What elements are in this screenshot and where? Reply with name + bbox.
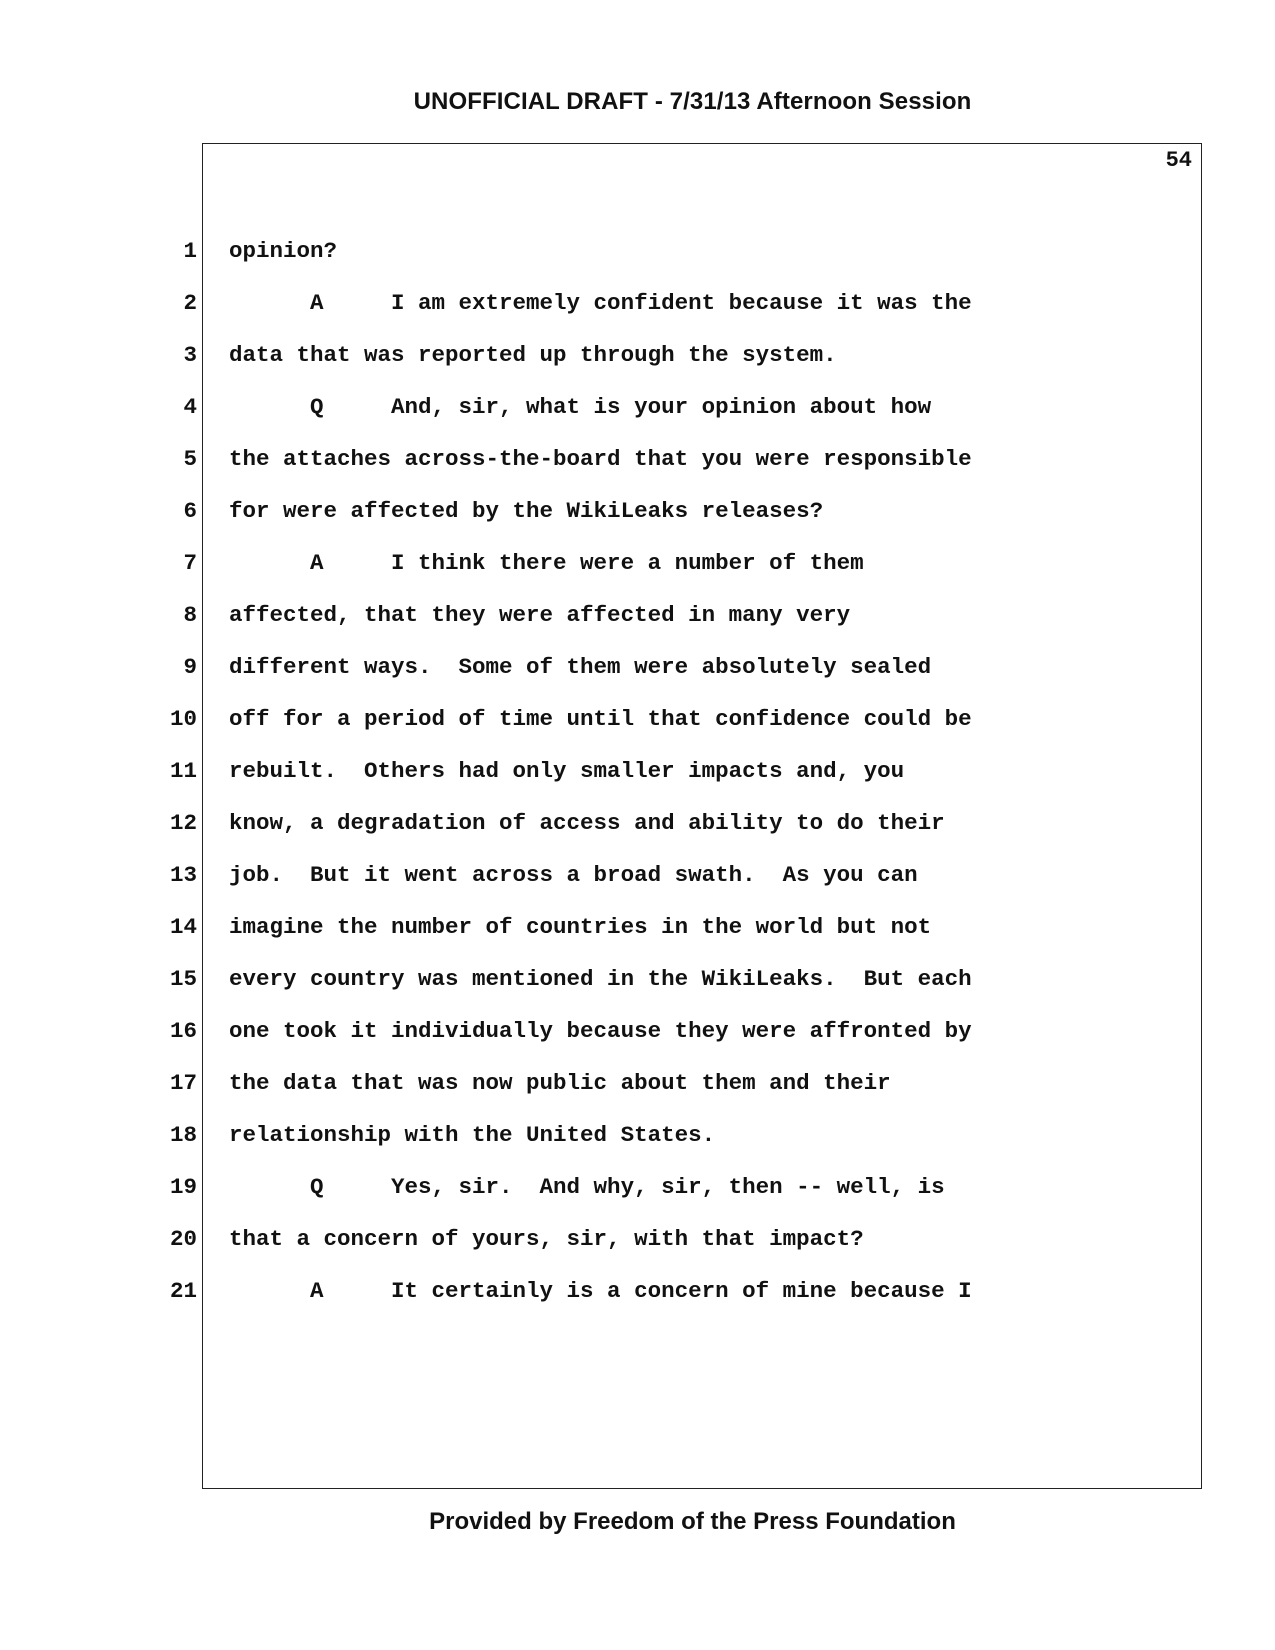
- transcript-line: [0, 392, 1275, 444]
- line-number: 8: [183, 602, 197, 628]
- transcript-line: [0, 1276, 1275, 1328]
- line-text: Q And, sir, what is your opinion about how: [229, 394, 932, 420]
- line-number: 14: [169, 914, 197, 940]
- line-number: 2: [183, 290, 197, 316]
- line-number: 1: [183, 238, 197, 264]
- transcript-line: [0, 1068, 1275, 1120]
- transcript-line: [0, 1120, 1275, 1172]
- line-number: 3: [183, 342, 197, 368]
- line-text: every country was mentioned in the WikiLeaks. But each: [229, 966, 972, 992]
- transcript-line: [0, 600, 1275, 652]
- transcript-line: [0, 860, 1275, 912]
- transcript-line: [0, 704, 1275, 756]
- line-number: 20: [169, 1226, 197, 1252]
- line-number: 21: [169, 1278, 197, 1304]
- line-number: 16: [169, 1018, 197, 1044]
- transcript-line: [0, 756, 1275, 808]
- transcript-line: [0, 964, 1275, 1016]
- line-text: the data that was now public about them and their: [229, 1070, 891, 1096]
- line-text: job. But it went across a broad swath. As you can: [229, 862, 918, 888]
- line-text: off for a period of time until that confidence could be: [229, 706, 972, 732]
- line-text: opinion?: [229, 238, 338, 264]
- line-number: 12: [169, 810, 197, 836]
- line-text: that a concern of yours, sir, with that impact?: [229, 1226, 864, 1252]
- line-number: 19: [169, 1174, 197, 1200]
- line-number: 6: [183, 498, 197, 524]
- line-number: 17: [169, 1070, 197, 1096]
- line-text: for were affected by the WikiLeaks releases?: [229, 498, 824, 524]
- transcript-line: [0, 288, 1275, 340]
- page-footer: Provided by Freedom of the Press Foundation: [429, 1508, 956, 1535]
- line-text: A I am extremely confident because it was the: [229, 290, 972, 316]
- page-header-title: UNOFFICIAL DRAFT - 7/31/13 Afternoon Session: [413, 88, 972, 115]
- transcript-line: [0, 1224, 1275, 1276]
- line-text: Q Yes, sir. And why, sir, then -- well, is: [229, 1174, 945, 1200]
- transcript-line: [0, 1172, 1275, 1224]
- transcript-line: [0, 912, 1275, 964]
- transcript-line: [0, 652, 1275, 704]
- line-text: different ways. Some of them were absolutely sealed: [229, 654, 932, 680]
- line-text: one took it individually because they were affronted by: [229, 1018, 972, 1044]
- line-number: 9: [183, 654, 197, 680]
- page-number: 54: [1165, 148, 1192, 173]
- line-text: the attaches across-the-board that you were responsible: [229, 446, 972, 472]
- transcript-line: [0, 444, 1275, 496]
- line-number: 18: [169, 1122, 197, 1148]
- transcript-line: [0, 496, 1275, 548]
- line-number: 4: [183, 394, 197, 420]
- line-text: data that was reported up through the system.: [229, 342, 837, 368]
- line-text: relationship with the United States.: [229, 1122, 716, 1148]
- transcript-line: [0, 1016, 1275, 1068]
- line-text: imagine the number of countries in the world but not: [229, 914, 932, 940]
- line-number: 11: [169, 758, 197, 784]
- line-text: rebuilt. Others had only smaller impacts and, you: [229, 758, 905, 784]
- transcript-line: [0, 548, 1275, 600]
- line-number: 13: [169, 862, 197, 888]
- line-number: 10: [169, 706, 197, 732]
- transcript-line: [0, 340, 1275, 392]
- line-text: A I think there were a number of them: [229, 550, 864, 576]
- line-text: affected, that they were affected in many very: [229, 602, 851, 628]
- line-text: A It certainly is a concern of mine because I: [229, 1278, 972, 1304]
- line-text: know, a degradation of access and ability to do their: [229, 810, 945, 836]
- line-number: 7: [183, 550, 197, 576]
- transcript-line: [0, 808, 1275, 860]
- transcript-line: [0, 236, 1275, 288]
- line-number: 5: [183, 446, 197, 472]
- transcript-lines: [0, 236, 1275, 1328]
- line-number: 15: [169, 966, 197, 992]
